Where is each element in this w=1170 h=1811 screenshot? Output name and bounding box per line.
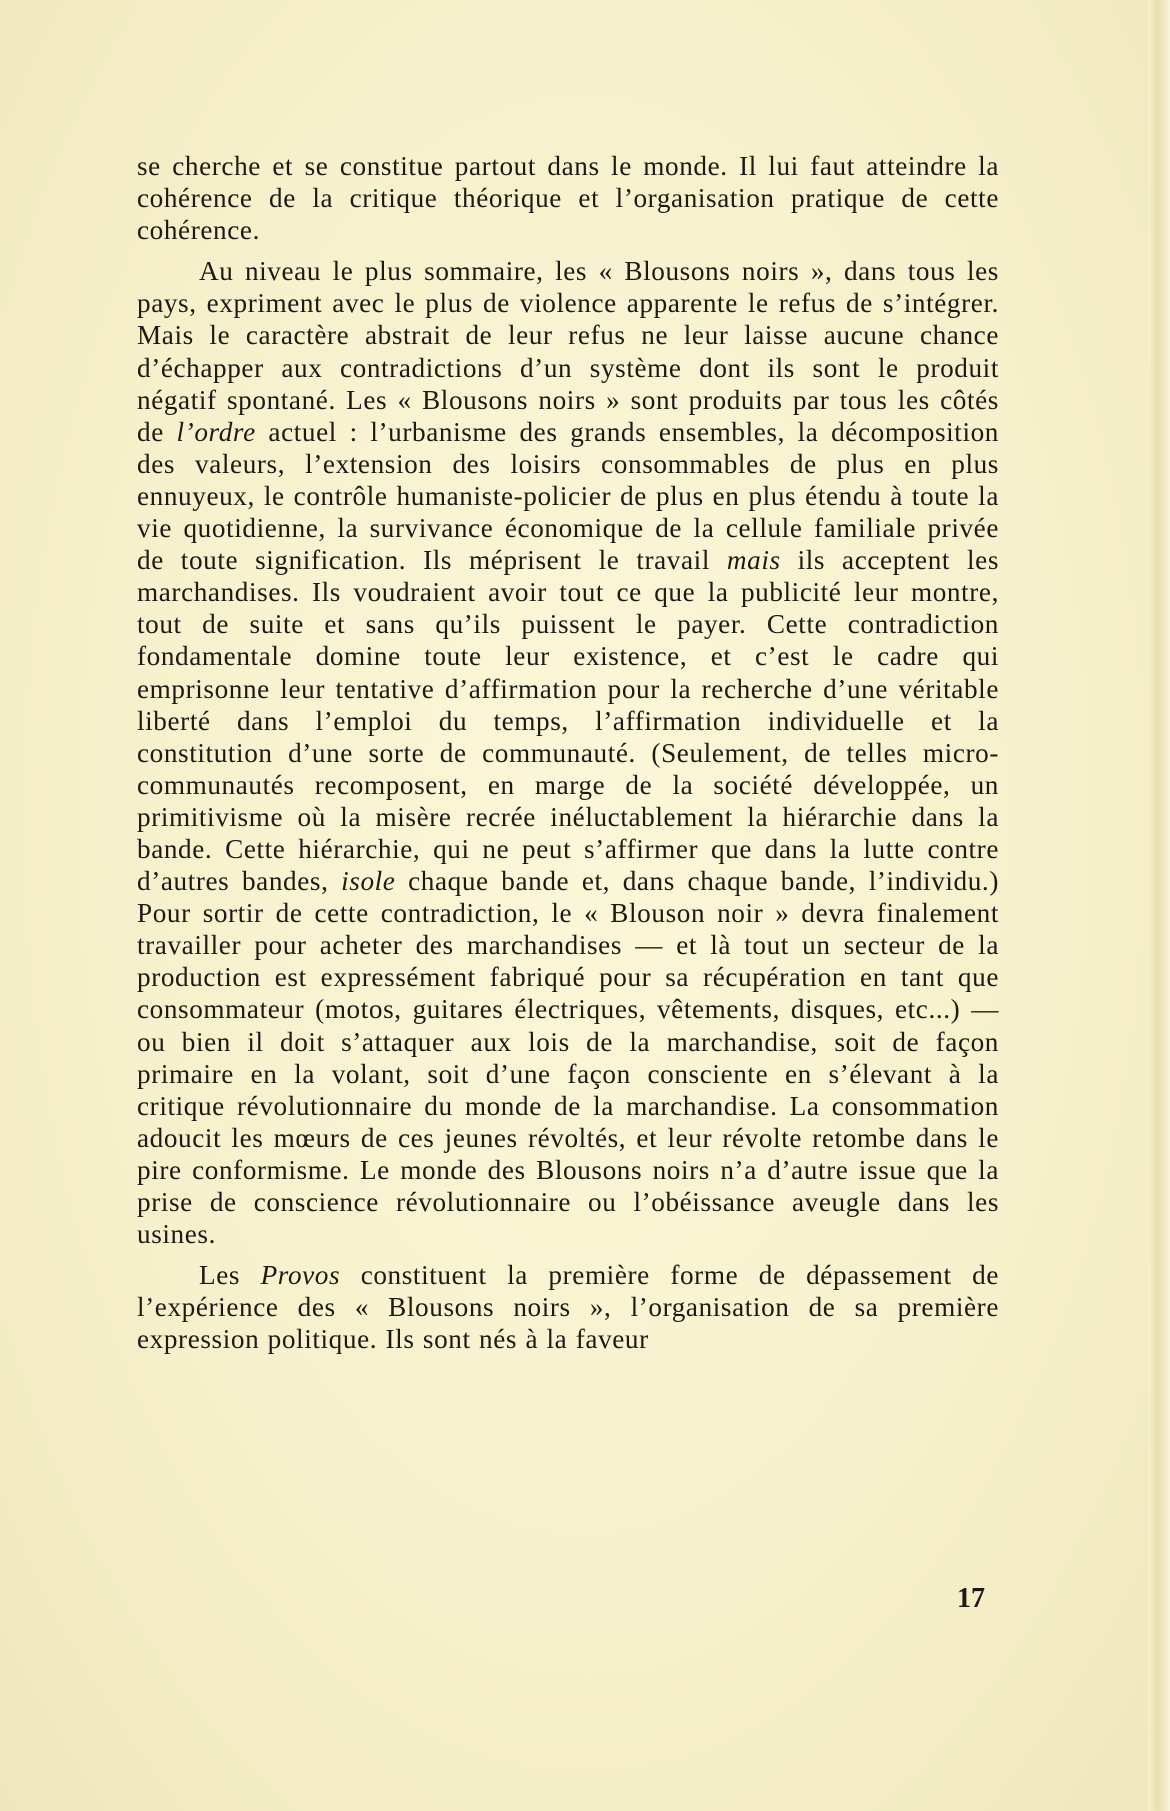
text-run: Au niveau le plus sommaire, les « Blousons noirs », dans tous les pays, expriment avec le plus de violence apparente le refus de s’intégrer. Mais le caractère abstrait de leur refus ne leur laisse aucune chance d’échapper aux contradictions d’un système dont ils sont le produit négatif spontané. Les « Blousons noirs » sont produits par tous les côtés de bbox=[137, 256, 999, 447]
paragraph-provos bbox=[137, 1259, 999, 1355]
text-run: ils acceptent les marchandises. Ils voudraient avoir tout ce que la publicité leur montre, tout de suite et sans qu’ils puissent le payer. Cette contradiction fondamentale domine toute leur existence, et c’est le cadre qui emprisonne leur tentative d’affirmation pour la recherche d’une véritable liberté dans l’emploi du temps, l’affirmation individuelle et la constitution d’une sorte de communauté. (Seulement, de telles micro-communautés recomposent, en marge de la société développée, un primitivisme où la misère recrée inéluctablement la hiérarchie dans la bande. Cette hiérarchie, qui ne peut s’affirmer que dans la lutte contre d’autres bandes, bbox=[137, 545, 999, 897]
italic-run-isole: isole bbox=[341, 866, 396, 897]
paragraph-blousons-noirs bbox=[137, 255, 999, 1250]
text-run: chaque bande et, dans chaque bande, l’individu.) Pour sortir de cette contradiction, le « Blouson noir » devra finalement travailler pour acheter des marchandises — et là tout un secteur de la production est expressément fabriqué pour sa récupération en tant que consommateur (motos, guitares électriques, vêtements, disques, etc...) — ou bien il doit s’attaquer aux lois de la marchandise, soit de façon primaire en la volant, soit d’une façon consciente en s’élevant à la critique révolutionnaire du monde de la marchandise. La consommation adoucit les mœurs de ces jeunes révoltés, et leur révolte retombe dans le pire conformisme. Le monde des Blousons noirs n’a d’autre issue que la prise de conscience révolutionnaire ou l’obéissance aveugle dans les usines. bbox=[137, 866, 999, 1250]
italic-run-provos: Provos bbox=[260, 1260, 341, 1291]
italic-run-mais: mais bbox=[726, 545, 781, 576]
text-run: Les bbox=[199, 1260, 261, 1291]
paragraph-continued: se cherche et se constitue partout dans le monde. Il lui faut atteindre la cohérence de la critique théorique et l’organisation pratique de cette cohérence. bbox=[137, 151, 999, 246]
text-run: actuel : l’urbanisme des grands ensembles, la décomposition des valeurs, l’extension des loisirs consommables de plus en plus ennuyeux, le contrôle humaniste-policier de plus en plus étendu à toute la vie quotidienne, la survivance économique de la cellule familiale privée de toute signification. Ils méprisent le travail bbox=[137, 416, 999, 576]
italic-run-lordre: l’ordre bbox=[176, 416, 256, 447]
text-run: constituent la première forme de dépassement de l’expérience des « Blousons noirs », l’organisation de sa première expression politique. Ils sont nés à la faveur bbox=[137, 1260, 999, 1355]
body-text bbox=[137, 150, 999, 1355]
page-edge-shadow bbox=[1148, 0, 1170, 1811]
page-number: 17 bbox=[957, 1583, 985, 1614]
